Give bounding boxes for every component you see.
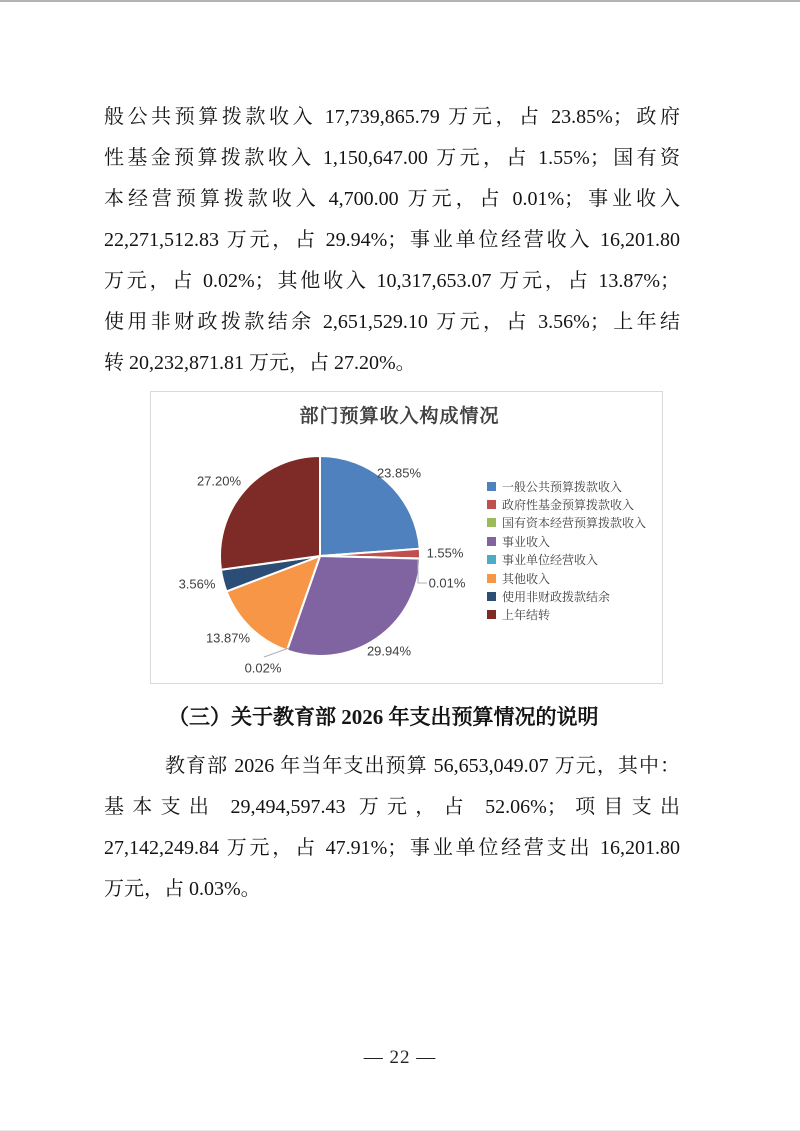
pie-percent-label: 13.87% — [205, 630, 251, 646]
legend-label: 上年结转 — [502, 608, 551, 623]
page-top-edge — [0, 0, 800, 2]
pie-percent-label: 0.02% — [244, 660, 282, 676]
legend-label: 国有资本经营预算拨款收入 — [502, 516, 647, 531]
legend-swatch — [487, 555, 496, 564]
legend-swatch — [487, 482, 496, 491]
legend-item — [487, 477, 646, 495]
legend-item — [487, 495, 646, 513]
legend-label: 使用非财政拨款结余 — [502, 590, 611, 605]
paragraph-line: 本经营预算拨款收入 4,700.00 万元，占 0.01%；事业收入 — [104, 188, 680, 210]
paragraph-line: 万元，占 0.02%；其他收入 10,317,653.07 万元，占 13.87%； — [104, 270, 680, 292]
section-heading: （三）关于教育部 2026 年支出预算情况的说明 — [168, 705, 599, 729]
paragraph-line: 27,142,249.84 万元，占 47.91%；事业单位经营支出 16,201.80 — [104, 837, 680, 859]
legend-item — [487, 551, 646, 569]
legend-item — [487, 606, 646, 624]
chart-title: 部门预算收入构成情况 — [299, 406, 500, 427]
legend-label: 其他收入 — [502, 571, 551, 586]
legend-item — [487, 587, 646, 605]
paragraph-line: 万元，占 0.03%。 — [104, 878, 261, 900]
paragraph-line: 转 20,232,871.81 万元，占 27.20%。 — [104, 352, 416, 374]
paragraph-line: 教育部 2026 年当年支出预算 56,653,049.07 万元，其中： — [165, 755, 680, 777]
income-paragraph — [104, 97, 680, 384]
page-number: — 22 — — [363, 1047, 437, 1068]
paragraph-line: 使用非财政拨款结余 2,651,529.10 万元，占 3.56%；上年结 — [104, 311, 680, 333]
pie-percent-label: 27.20% — [196, 473, 242, 489]
paragraph-line: 般公共预算拨款收入 17,739,865.79 万元，占 23.85%；政府 — [104, 106, 680, 128]
pie-percent-label: 29.94% — [366, 643, 412, 659]
legend-label: 政府性基金预算拨款收入 — [502, 498, 635, 513]
pie-percent-label: 1.55% — [426, 545, 464, 561]
pie-percent-label: 23.85% — [376, 465, 422, 481]
legend-swatch — [487, 574, 496, 583]
legend-label: 事业收入 — [502, 534, 551, 549]
legend-item — [487, 532, 646, 550]
legend-swatch — [487, 537, 496, 546]
paragraph-line: 22,271,512.83 万元，占 29.94%；事业单位经营收入 16,201.80 — [104, 229, 680, 251]
label-leader-line — [264, 648, 289, 657]
legend-label: 事业单位经营收入 — [502, 553, 599, 568]
legend-swatch — [487, 500, 496, 509]
expenditure-paragraph — [104, 746, 680, 910]
pie-percent-label: 0.01% — [428, 575, 466, 591]
legend-swatch — [487, 592, 496, 601]
income-composition-chart — [150, 391, 663, 684]
legend-label: 一般公共预算拨款收入 — [502, 479, 623, 494]
chart-legend — [487, 477, 646, 624]
paragraph-line: 基本支出 29,494,597.43 万元，占 52.06%；项目支出 — [104, 796, 680, 818]
pie-percent-label: 3.56% — [178, 576, 216, 592]
legend-item — [487, 569, 646, 587]
legend-item — [487, 514, 646, 532]
legend-swatch — [487, 518, 496, 527]
legend-swatch — [487, 610, 496, 619]
paragraph-line: 性基金预算拨款收入 1,150,647.00 万元，占 1.55%；国有资 — [104, 147, 680, 169]
